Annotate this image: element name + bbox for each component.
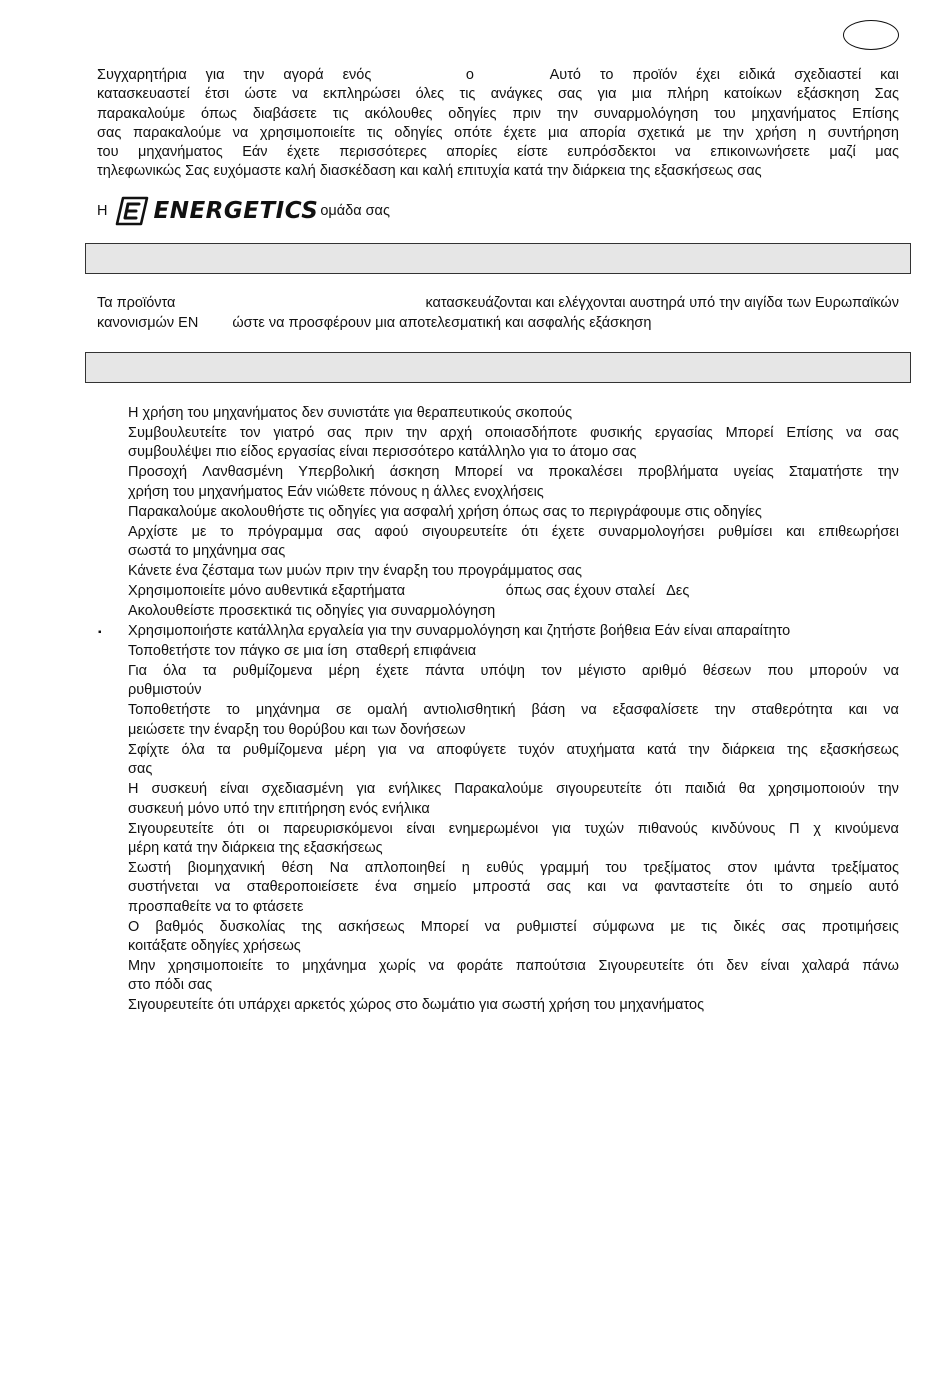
products-line2-start: κανονισμών EN — [97, 314, 199, 331]
safety-word: ιμάντα — [773, 859, 815, 876]
safety-word: να — [846, 424, 862, 441]
safety-word: σημείο — [413, 879, 457, 896]
safety-word: ότι — [696, 958, 714, 975]
safety-word: το — [275, 958, 290, 975]
safety-word: βάση — [531, 702, 566, 719]
safety-item — [128, 642, 899, 661]
safety-word: μέρη — [328, 663, 360, 680]
safety-word: θέση — [281, 859, 314, 876]
safety-word: να — [581, 702, 597, 719]
safety-item — [128, 523, 899, 562]
safety-item-line — [128, 622, 899, 641]
safety-item — [128, 622, 899, 641]
safety-word: χρησιμοποιούν — [768, 781, 865, 798]
intro-word: ενός — [342, 67, 372, 83]
safety-word: να — [214, 879, 231, 896]
safety-word: Για — [128, 663, 147, 680]
safety-word: τα — [202, 663, 217, 680]
safety-word: Επίσης — [786, 424, 834, 441]
safety-word: ρυθμίσει — [717, 523, 773, 540]
safety-line-text: συσκευή μόνο υπό την επιτήρηση ενός ενήλικα — [128, 800, 430, 817]
intro-word: ειδικά — [738, 67, 776, 83]
safety-word: να — [428, 958, 445, 975]
safety-item-line — [128, 741, 899, 760]
safety-item-line — [128, 463, 899, 482]
safety-word: τρεξίματος — [831, 859, 899, 876]
safety-word: της — [301, 918, 323, 935]
safety-item — [128, 404, 899, 423]
safety-item — [128, 918, 899, 957]
safety-word: προβλήματα — [637, 464, 719, 481]
safety-word: αντιολισθητική — [423, 702, 516, 719]
safety-word: Τοποθετήστε — [128, 702, 211, 719]
intro-word: σχεδιαστεί — [794, 67, 862, 83]
energetics-logo-icon — [115, 196, 149, 226]
safety-line-text: Χρησιμοποιήστε κατάλληλα εργαλεία για την συναρμολόγηση και ζητήστε βοήθεια Εάν είναι απαραίτητο — [128, 623, 791, 640]
safety-item-line — [128, 542, 899, 561]
safety-word: είναι — [220, 781, 249, 798]
safety-word: ατυχήματα — [566, 741, 635, 758]
safety-word: σταθερότητα — [751, 702, 833, 719]
safety-item-line — [128, 859, 899, 878]
safety-item — [128, 859, 899, 917]
safety-item-line — [128, 957, 899, 976]
safety-word: αρχή — [439, 424, 473, 441]
safety-word: το — [220, 523, 234, 540]
safety-line-text: προσπαθείτε να το φτάσετε — [128, 898, 304, 915]
safety-word: Σωστή — [128, 859, 172, 876]
safety-word: διάρκεια — [721, 741, 775, 758]
intro-word: Συγχαρητήρια — [97, 67, 187, 83]
safety-word: το — [226, 702, 240, 719]
safety-word: πιθανούς — [637, 820, 698, 837]
safety-word: παιδιά — [684, 781, 726, 798]
safety-item-line — [128, 642, 899, 661]
safety-item-line — [128, 976, 899, 995]
safety-item-line — [128, 996, 899, 1015]
safety-word: δικές — [733, 918, 766, 935]
intro-paragraph — [97, 66, 899, 182]
safety-word: ρυθμίζομενα — [242, 741, 323, 758]
safety-word: Ο — [128, 918, 140, 935]
safety-word: σας — [874, 424, 899, 441]
safety-word: να — [622, 879, 639, 896]
safety-word: σιγουρευτείτε — [421, 523, 508, 540]
safety-item-line — [128, 483, 899, 502]
safety-word: τρεξίματος — [643, 859, 711, 876]
safety-word: ασκήσεως — [338, 918, 405, 935]
safety-word: ότι — [227, 820, 245, 837]
safety-word: Αρχίστε — [128, 523, 178, 540]
safety-word: Μην — [128, 958, 156, 975]
safety-word: τον — [541, 663, 562, 680]
safety-word: επιθεωρήσει — [818, 523, 899, 540]
safety-word: χωρίς — [378, 958, 416, 975]
safety-item-line — [128, 662, 899, 681]
safety-word: Σιγουρευτείτε — [128, 820, 214, 837]
safety-word: να — [408, 741, 425, 758]
safety-word: ομαλή — [367, 702, 408, 719]
safety-word: να — [883, 702, 899, 719]
safety-word: εξασφαλίσετε — [612, 702, 699, 719]
safety-word: τυχόν — [518, 741, 555, 758]
safety-word: σας — [336, 523, 361, 540]
safety-line-text: μειώσετε την έναρξη του θορύβου και των δονήσεων — [128, 721, 466, 738]
safety-item-line — [128, 602, 899, 621]
safety-word: οποιασδήποτε — [485, 424, 578, 441]
safety-word: την — [714, 702, 736, 719]
intro-word: Αυτό — [549, 67, 581, 83]
intro-line — [97, 66, 899, 85]
safety-word: εξασκήσεως — [819, 741, 899, 758]
safety-word: Μπορεί — [420, 918, 469, 935]
safety-word: χ — [813, 820, 821, 837]
safety-word: ενήλικες — [388, 781, 442, 798]
safety-item-line — [128, 898, 899, 917]
safety-word: μέγιστο — [578, 663, 626, 680]
safety-item-line — [128, 937, 899, 956]
safety-word: όλα — [181, 741, 205, 758]
intro-word: έχει — [696, 67, 720, 83]
safety-word: την — [877, 464, 899, 481]
safety-word: ρυθμιστεί — [516, 918, 577, 935]
safety-word: σας — [546, 879, 572, 896]
safety-item-line — [128, 681, 899, 700]
safety-word: και — [848, 702, 868, 719]
safety-item — [128, 582, 899, 601]
safety-line-text: συμβουλέψει πιο είδος εργασίας είναι περισσότερο κατάλληλο για το άτομο σας — [128, 444, 637, 461]
bullet-marker: ▪ — [98, 627, 102, 638]
safety-word: που — [767, 663, 794, 680]
safety-word: αποφύγετε — [436, 741, 507, 758]
safety-word: αριθμό — [642, 663, 687, 680]
safety-word: βαθμός — [155, 918, 204, 935]
safety-word: Σταματήστε — [788, 464, 863, 481]
safety-word: σταθεροποιείσετε — [246, 879, 359, 896]
safety-word: θα — [738, 781, 756, 798]
safety-word: Υπερβολική — [298, 464, 375, 481]
sign-suffix: ομάδα σας — [320, 203, 390, 219]
safety-line-text: Κάνετε ένα ζέσταμα των μυών πριν την έναρξη του προγράμματος σας — [128, 563, 582, 580]
safety-word: ευθύς — [486, 859, 524, 876]
safety-item — [128, 463, 899, 502]
safety-line-text: σωστά το μηχάνημα σας — [128, 543, 286, 560]
intro-line: σας παρακαλούμε να χρησιμοποιείτε τις οδηγίες οπότε έχετε μια απορία σχετικά με την χρήση η συντήρηση — [97, 124, 899, 141]
safety-word: οι — [257, 820, 270, 837]
intro-word: αγορά — [283, 67, 324, 83]
safety-word: Η — [128, 781, 139, 798]
safety-word: Π — [789, 820, 800, 837]
safety-word: με — [670, 918, 686, 935]
safety-word: προκαλέσει — [548, 464, 623, 481]
safety-word: ρυθμίζομενα — [232, 663, 313, 680]
safety-word: δυσκολίας — [219, 918, 286, 935]
safety-item-line — [128, 582, 899, 601]
safety-word: φυσικής — [590, 424, 642, 441]
section-header-bar — [85, 352, 911, 383]
safety-item-line — [128, 721, 899, 740]
safety-word: άσκηση — [389, 464, 440, 481]
safety-word: έχετε — [551, 523, 585, 540]
safety-item-line — [128, 918, 899, 937]
safety-item-line — [128, 562, 899, 581]
safety-word: σύμφωνα — [592, 918, 655, 935]
safety-list — [128, 404, 899, 1016]
safety-word: στον — [727, 859, 758, 876]
safety-word: κινδύνους — [711, 820, 776, 837]
safety-word: σχεδιασμένη — [261, 781, 344, 798]
safety-word: Λανθασμένη — [202, 464, 284, 481]
safety-item — [128, 996, 899, 1015]
safety-word: αφού — [374, 523, 409, 540]
safety-word: είναι — [406, 820, 436, 837]
safety-word: για — [552, 820, 571, 837]
intro-word: την — [243, 67, 265, 83]
safety-word: μπορούν — [809, 663, 868, 680]
safety-word: την — [405, 424, 427, 441]
logo-wordmark: ENERGETICS — [153, 198, 319, 224]
sign-prefix: Η — [97, 203, 108, 219]
safety-word: πάνω — [862, 958, 899, 975]
safety-word: χρησιμοποιείτε — [168, 958, 264, 975]
safety-word: Να — [329, 859, 349, 876]
language-badge — [843, 20, 899, 50]
safety-word: μηχάνημα — [255, 702, 320, 719]
safety-word: Μπορεί — [454, 464, 503, 481]
section-header-bar — [85, 243, 911, 274]
safety-item — [128, 602, 899, 621]
safety-word: είναι — [760, 958, 790, 975]
safety-line-text: ρυθμιστούν — [128, 682, 202, 699]
safety-word: την — [877, 781, 899, 798]
products-line1-start: Τα προϊόντα — [97, 295, 176, 311]
safety-item — [128, 780, 899, 819]
safety-line-text: σας — [128, 761, 153, 778]
intro-line: κατασκευαστεί έτσι ώστε να εκπληρώσει όλες τις ανάγκες σας για μια πλήρη κατοίκων εξάσκηση Σας — [97, 86, 899, 103]
safety-item — [128, 503, 899, 522]
safety-word: μέρη — [334, 741, 366, 758]
safety-line-text: στο πόδι σας — [128, 977, 213, 994]
intro-word: ο — [465, 67, 474, 83]
safety-item-line — [128, 503, 899, 522]
safety-word: η — [461, 859, 470, 876]
safety-word: να — [883, 663, 899, 680]
safety-word: εργασίας — [654, 424, 713, 441]
safety-word: σε — [335, 702, 352, 719]
safety-line-text: Παρακαλούμε ακολουθήστε τις οδηγίες για ασφαλή χρήση όπως σας το περιγράφουμε στις οδηγίες — [128, 503, 762, 520]
safety-word: φοράτε — [456, 958, 504, 975]
safety-word: σας — [781, 918, 806, 935]
safety-line-text: Σιγουρευτείτε ότι υπάρχει αρκετός χώρος στο δωμάτιο για σωστή χρήση του μηχανήματος — [128, 997, 705, 1014]
safety-word: πριν — [364, 424, 394, 441]
safety-word: ότι — [654, 781, 672, 798]
safety-word: υγείας — [733, 464, 774, 481]
energetics-logo — [115, 196, 318, 226]
safety-word: Σφίχτε — [128, 741, 170, 758]
safety-word: μπροστά — [472, 879, 531, 896]
safety-word: Σιγουρευτείτε — [598, 958, 685, 975]
safety-word: της — [787, 741, 808, 758]
safety-word: για — [356, 781, 376, 798]
safety-word: απλοποιηθεί — [365, 859, 446, 876]
safety-item-line — [128, 523, 899, 542]
safety-line-text: Χρησιμοποιείτε μόνο αυθεντικά εξαρτήματα όπως σας έχουν σταλεί Δες — [128, 583, 690, 600]
safety-word: πρόγραμμα — [247, 523, 323, 540]
intro-word: για — [205, 67, 225, 83]
safety-word: να — [484, 918, 501, 935]
safety-word: χαλαρά — [801, 958, 850, 975]
safety-item-line — [128, 404, 899, 423]
safety-word: φανταστείτε — [654, 879, 730, 896]
safety-line-text: κοιτάξατε οδηγίες χρήσεως — [128, 938, 301, 955]
safety-line-text: Η χρήση του μηχανήματος δεν συνιστάτε για θεραπευτικούς σκοπούς — [128, 405, 573, 421]
safety-word: προτιμήσεις — [821, 918, 899, 935]
safety-line-text: Ακολουθείστε προσεκτικά τις οδηγίες για συναρμολόγηση — [128, 603, 496, 620]
safety-item-line — [128, 701, 899, 720]
safety-word: κινούμενα — [834, 820, 899, 837]
products-line1-end: κατασκευάζονται και ελέγχονται αυστηρά υπό την αιγίδα των Ευρωπαϊκών — [425, 295, 899, 311]
safety-line-text: μέρη κατά την διάρκεια της εξασκήσεως — [128, 839, 383, 856]
intro-word: και — [880, 67, 899, 83]
safety-item — [128, 701, 899, 740]
safety-word: παπούτσια — [515, 958, 586, 975]
safety-item — [128, 662, 899, 701]
safety-word: το — [779, 879, 793, 896]
safety-word: με — [191, 523, 207, 540]
safety-word: βιομηχανική — [187, 859, 265, 876]
products-paragraph — [97, 294, 899, 333]
safety-word: παρευρισκόμενοι — [283, 820, 393, 837]
safety-line-text: χρήση του μηχανήματος Εάν νιώθετε πόνους η άλλες ενοχλήσεις — [128, 483, 544, 500]
safety-word: συναρμολογήσει — [598, 523, 705, 540]
safety-word: συσκευή — [151, 781, 208, 798]
safety-word: μηχάνημα — [302, 958, 367, 975]
safety-item-line — [128, 443, 899, 462]
safety-word: θέσεων — [702, 663, 752, 680]
safety-word: την — [688, 741, 710, 758]
safety-item — [128, 741, 899, 780]
safety-word: του — [605, 859, 627, 876]
safety-line-text: Τοποθετήστε τον πάγκο σε μια ίση σταθερή επιφάνεια — [128, 643, 477, 660]
safety-word: για — [377, 741, 397, 758]
safety-item — [128, 424, 899, 463]
safety-word: συστήνεται — [128, 879, 199, 896]
safety-word: τις — [701, 918, 718, 935]
intro-line: παρακαλούμε όπως διαβάσετε τις ακόλουθες οδηγίες πριν την συναρμολόγηση του μηχανήματος Επίσης — [97, 105, 899, 122]
intro-line: του μηχανήματος Εάν έχετε περισσότερες απορίες είστε ευπρόσδεκτοι να επικοινωνήσετε μαζί μας — [97, 144, 899, 161]
safety-word: ότι — [746, 879, 763, 896]
safety-item-line — [128, 760, 899, 779]
safety-word: Μπορεί — [725, 424, 774, 441]
safety-word: σημείο — [809, 879, 853, 896]
safety-word: σιγουρευτείτε — [556, 781, 642, 798]
safety-item-line — [128, 839, 899, 858]
safety-word: κατά — [647, 741, 677, 758]
safety-word: πάντα — [424, 663, 465, 680]
safety-word: υπόψη — [480, 663, 525, 680]
safety-item-line — [128, 424, 899, 443]
intro-word: το — [599, 67, 614, 83]
safety-word: έχετε — [376, 663, 409, 680]
safety-item — [128, 562, 899, 581]
safety-word: αυτό — [868, 879, 899, 896]
safety-word: τον — [239, 424, 261, 441]
safety-word: ένα — [374, 879, 398, 896]
safety-word: δεν — [726, 958, 749, 975]
safety-item — [128, 820, 899, 859]
safety-word: να — [517, 464, 534, 481]
safety-word: ενημερωμένοι — [448, 820, 539, 837]
safety-word: ότι — [521, 523, 539, 540]
products-line2-end: ώστε να προσφέρουν μια αποτελεσματική και ασφαλής εξάσκηση — [232, 314, 652, 331]
safety-word: και — [786, 523, 805, 540]
safety-item — [128, 957, 899, 996]
safety-word: Συμβουλευτείτε — [128, 424, 227, 441]
safety-word: τυχών — [584, 820, 625, 837]
safety-word: Παρακαλούμε — [454, 781, 544, 798]
intro-line: τηλεφωνικώς Σας ευχόμαστε καλή διασκέδαση και καλή επιτυχία κατά την διάρκεια της εξασκήσεως σας — [97, 163, 762, 180]
safety-item-line — [128, 800, 899, 819]
safety-word: τα — [216, 741, 231, 758]
safety-item-line — [128, 780, 899, 799]
safety-word: σας — [327, 424, 352, 441]
safety-word: γιατρό — [273, 424, 315, 441]
safety-item-line — [128, 878, 899, 897]
safety-word: γραμμή — [540, 859, 589, 876]
safety-word: όλα — [163, 663, 187, 680]
safety-item-line — [128, 820, 899, 839]
safety-word: και — [587, 879, 607, 896]
safety-word: Προσοχή — [128, 464, 188, 481]
intro-word: προϊόν — [632, 67, 678, 83]
signature-line — [97, 194, 390, 228]
